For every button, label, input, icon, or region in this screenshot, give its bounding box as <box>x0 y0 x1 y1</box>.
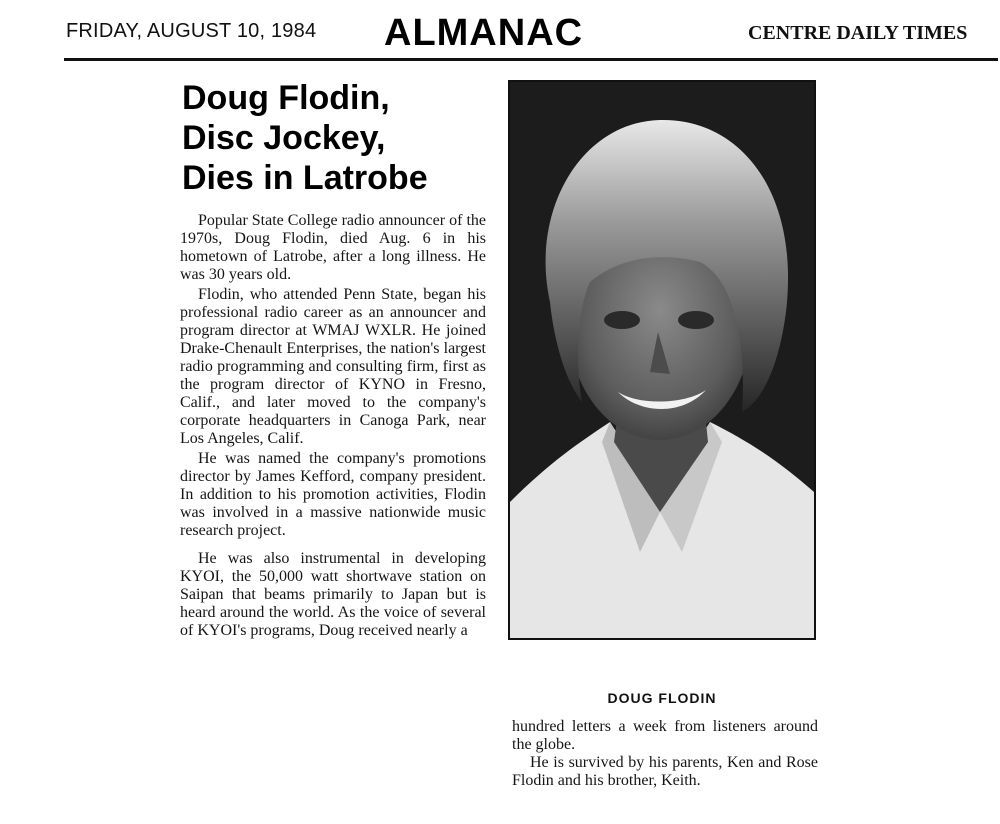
article-column-left <box>180 212 486 640</box>
article-column-right <box>512 718 818 790</box>
article-headline <box>182 78 502 198</box>
masthead-section-title: ALMANAC <box>384 12 584 54</box>
article-paragraph: He was named the company's promotions director by James Kefford, company president. In addition to his promotion activities, Flodin was involved in a massive nationwide music research project. <box>180 450 486 539</box>
article-paragraph: hundred letters a week from listeners around the globe. <box>512 718 818 753</box>
photo-caption: DOUG FLODIN <box>607 690 717 706</box>
portrait-photo <box>508 80 816 640</box>
article-paragraph: Flodin, who attended Penn State, began his professional radio career as an announcer and program director at WMAJ WXLR. He joined Drake-Chenault Enterprises, the nation's largest radio programming and consulting firm, first as the program director of KYNO in Fresno, Calif., and later moved to the company's corporate headquarters in Canoga Park, near Los Angeles, Calif. <box>180 286 486 447</box>
headline-line: Doug Flodin, <box>182 79 390 117</box>
masthead-date: FRIDAY, AUGUST 10, 1984 <box>66 20 317 42</box>
article-paragraph: Popular State College radio announcer of the 1970s, Doug Flodin, died Aug. 6 in his hometown of Latrobe, after a long illness. He was 30 years old. <box>180 212 486 283</box>
masthead-divider <box>64 58 998 61</box>
headline-line: Disc Jockey, <box>182 119 386 157</box>
masthead-newspaper-name: CENTRE DAILY TIMES <box>748 22 968 44</box>
headline-line: Dies in Latrobe <box>182 159 428 197</box>
article-paragraph: He is survived by his parents, Ken and Rose Flodin and his brother, Keith. <box>512 754 818 789</box>
article-paragraph: He was also instrumental in developing KYOI, the 50,000 watt shortwave station on Saipan that beams primarily to Japan but is heard around the world. As the voice of several of KYOI's programs, Doug received nearly a <box>180 550 486 639</box>
